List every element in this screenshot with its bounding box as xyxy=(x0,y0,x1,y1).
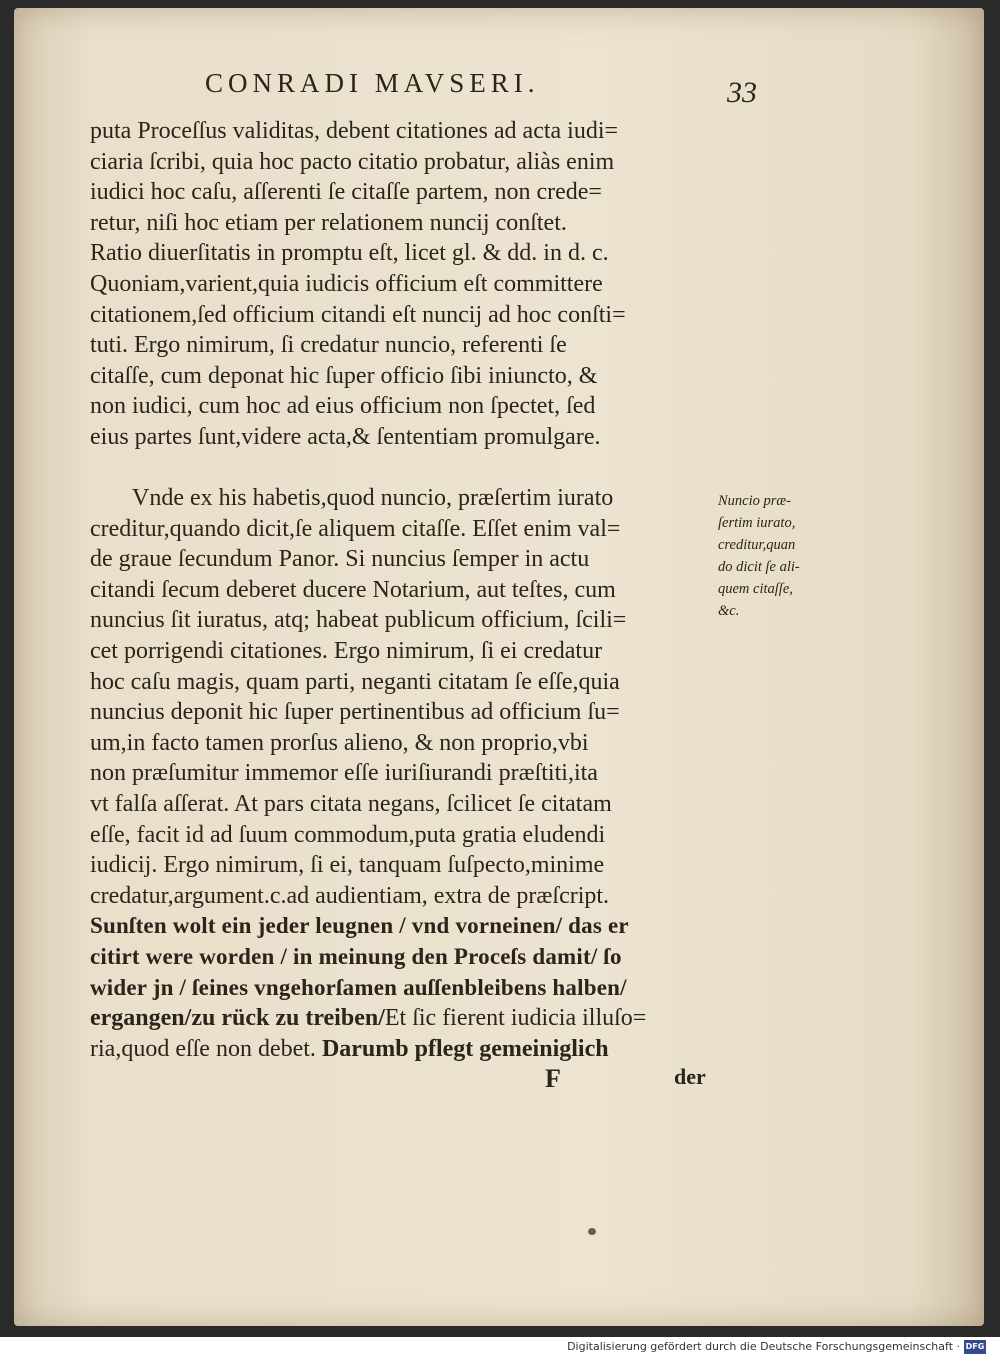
marginal-note-line: &c. xyxy=(718,603,740,619)
latin-segment: ria,quod eſſe non debet. xyxy=(90,1035,316,1062)
ink-dot xyxy=(588,1228,596,1235)
funding-credit: Digitalisierung gefördert durch die Deutsche Forschungsgemeinschaft · xyxy=(567,1340,960,1353)
marginal-note-line: do dicit ſe ali- xyxy=(718,559,800,575)
text-line: puta Proceſſus validitas, debent citationes ad acta iudi= xyxy=(90,118,619,144)
fraktur-line: wider jn / ſeines vngehorſamen auſſenbleibens halben/ xyxy=(90,974,627,1000)
text-line: citaſſe, cum deponat hic ſuper officio ſibi iniuncto, & xyxy=(90,362,598,389)
marginal-note-line: Nuncio præ- xyxy=(718,493,791,509)
page-number: 33 xyxy=(727,76,757,109)
text-line: eius partes ſunt,videre acta,& ſententiam promulgare. xyxy=(90,423,601,450)
fraktur-segment: ergangen/zu rück zu treiben/ xyxy=(90,1005,385,1032)
text-line: citationem,ſed officium citandi eſt nuncij ad hoc conſti= xyxy=(90,301,626,328)
text-line: cet porrigendi citationes. Ergo nimirum, ſi ei credatur xyxy=(90,637,603,664)
text-line: tuti. Ergo nimirum, ſi credatur nuncio, referenti ſe xyxy=(90,332,567,359)
text-line: non iudici, cum hoc ad eius officium non ſpectet, ſed xyxy=(90,393,596,420)
text-line: Quoniam,varient,quia iudicis officium eſt committere xyxy=(90,270,603,297)
text-line: credatur,argument.c.ad audientiam, extra de præſcript. xyxy=(90,882,610,909)
footer-bar xyxy=(0,1337,1000,1358)
text-line: nuncius ſit iuratus, atq; habeat publicum officium, ſcili= xyxy=(90,607,627,634)
text-line: Vnde ex his habetis,quod nuncio, præſertim iurato xyxy=(132,485,614,511)
text-line: non præſumitur immemor eſſe iuriſiurandi præſtiti,ita xyxy=(90,760,598,787)
text-line: nuncius deponit hic ſuper pertinentibus ad officium ſu= xyxy=(90,699,620,726)
text-line: de graue ſecundum Panor. Si nuncius ſemper in actu xyxy=(90,546,590,573)
catchword: der xyxy=(674,1064,706,1089)
paragraph-1 xyxy=(90,116,715,453)
fraktur-line: Sunſten wolt ein jeder leugnen / vnd vorneinen/ das er xyxy=(90,913,629,939)
paragraph-2 xyxy=(90,483,715,1064)
text-line: retur, niſi hoc etiam per relationem nuncij conſtet. xyxy=(90,209,567,236)
mixed-line xyxy=(90,1034,715,1065)
running-title: CONRADI MAVSERI. xyxy=(205,68,540,98)
latin-segment: Et ſic fierent iudicia illuſo= xyxy=(384,1005,647,1032)
marginal-note xyxy=(718,490,843,622)
text-line: citandi ſecum deberet ducere Notarium, aut teſtes, cum xyxy=(90,576,616,603)
text-line: eſſe, facit id ad ſuum commodum,puta gratia eludendi xyxy=(90,821,606,848)
text-line: creditur,quando dicit,ſe aliquem citaſſe. Eſſet enim val= xyxy=(90,515,621,542)
page-header xyxy=(205,68,805,108)
text-line: iudicij. Ergo nimirum, ſi ei, tanquam ſuſpecto,minime xyxy=(90,852,605,879)
fraktur-line: citirt were worden / in meinung den Proceſs damit/ ſo xyxy=(90,943,622,969)
text-line: um,in facto tamen prorſus alieno, & non proprio,vbi xyxy=(90,729,589,756)
text-line: Ratio diuerſitatis in promptu eſt, licet gl. & dd. in d. c. xyxy=(90,240,609,267)
text-line: hoc caſu magis, quam parti, neganti citatam ſe eſſe,quia xyxy=(90,668,620,695)
text-line: vt falſa aſſerat. At pars citata negans, ſcilicet ſe citatam xyxy=(90,790,612,817)
text-line: iudici hoc caſu, aſſerenti ſe citaſſe partem, non crede= xyxy=(90,179,602,206)
marginal-note-line: creditur,quan xyxy=(718,537,796,553)
dfg-logo: DFG xyxy=(964,1340,986,1354)
fraktur-segment: Darumb pflegt gemeiniglich xyxy=(321,1035,609,1062)
signature-mark: F xyxy=(545,1064,561,1093)
mixed-line xyxy=(90,1003,715,1034)
marginal-note-line: quem citaſſe, xyxy=(718,581,793,597)
text-line: ciaria ſcribi, quia hoc pacto citatio probatur, aliàs enim xyxy=(90,148,615,175)
catch-line xyxy=(90,1064,715,1098)
marginal-note-line: ſertim iurato, xyxy=(718,515,796,531)
